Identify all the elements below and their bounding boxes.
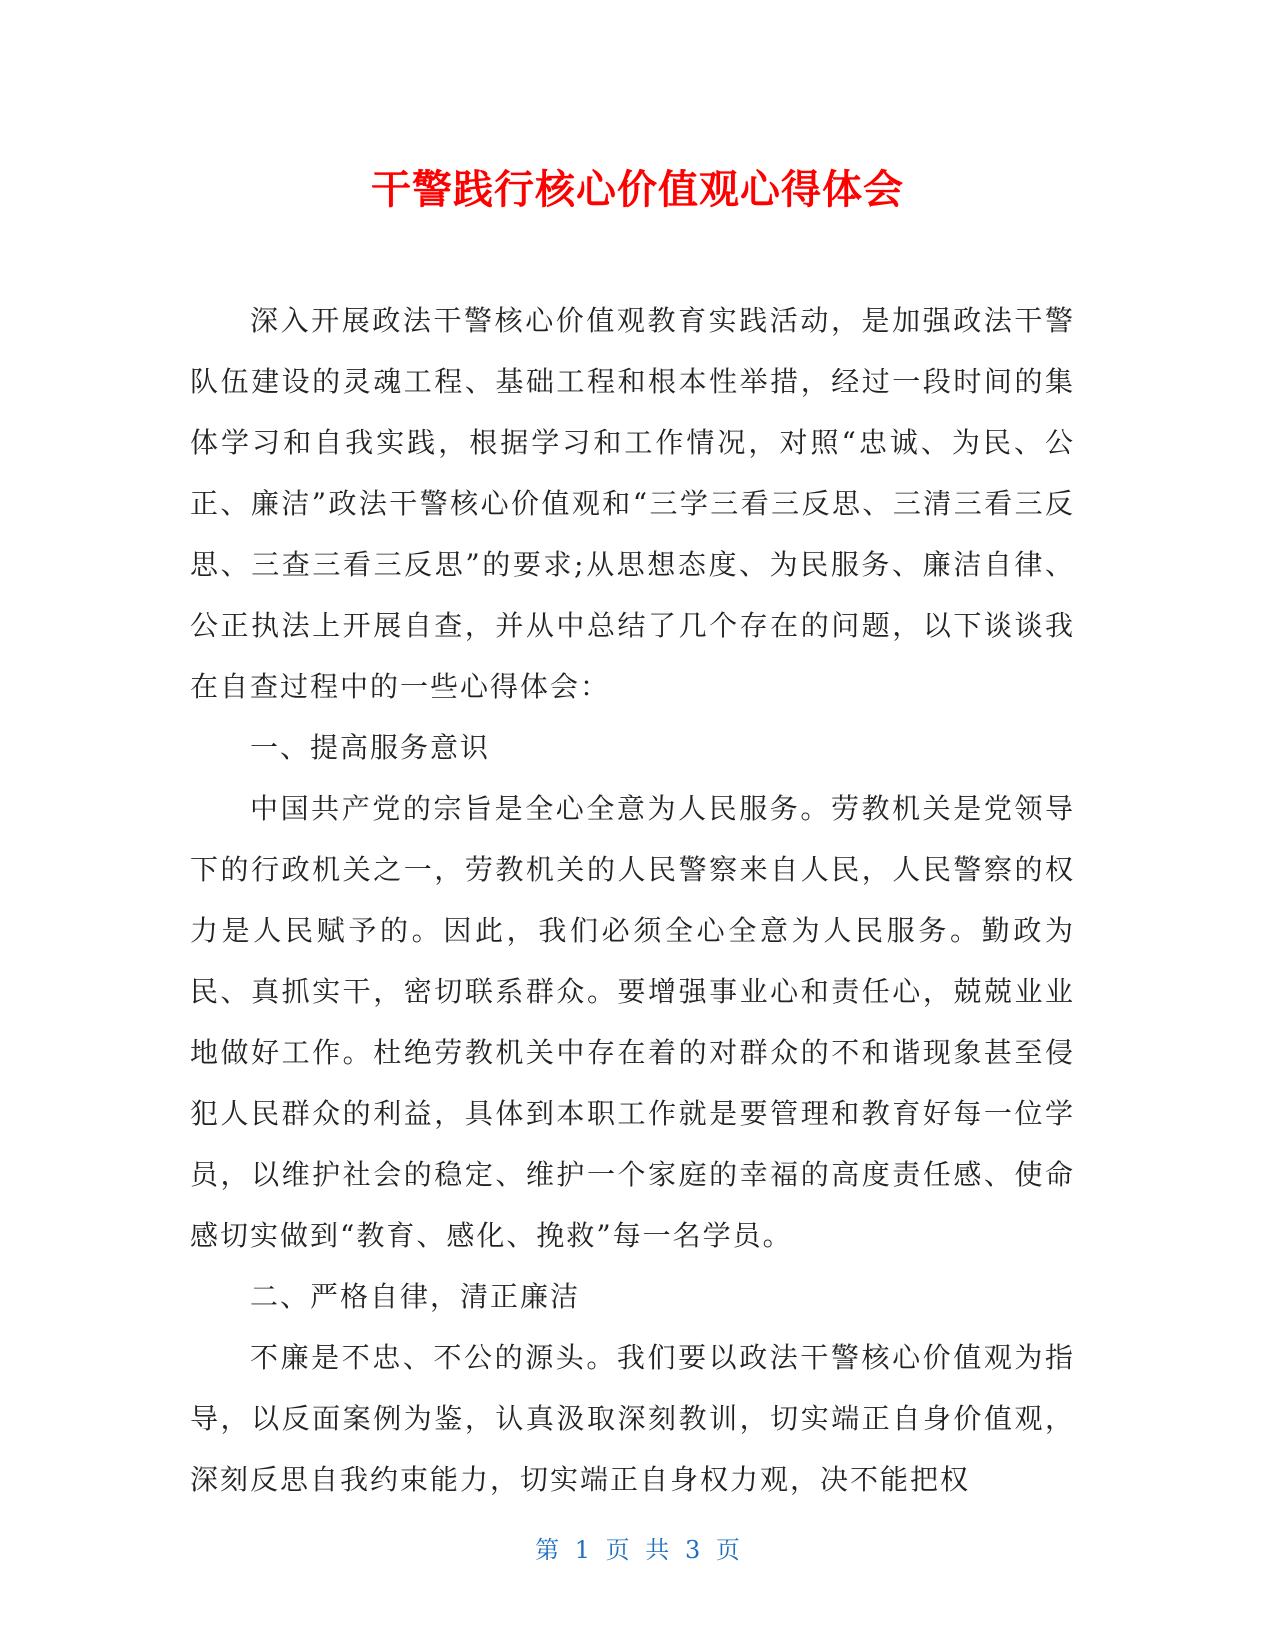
- document-body: [190, 290, 1075, 1510]
- document-title: 干警践行核心价值观心得体会: [371, 167, 904, 213]
- page-number-footer: 第 1 页 共 3 页: [535, 1536, 740, 1564]
- section-1-paragraph: 中国共产党的宗旨是全心全意为人民服务。劳教机关是党领导下的行政机关之一，劳教机关的人民警察来自人民，人民警察的权力是人民赋予的。因此，我们必须全心全意为人民服务。勤政为民、真抓实干，密切联系群众。要增强事业心和责任心，兢兢业业地做好工作。杜绝劳教机关中存在着的对群众的不和谐现象甚至侵犯人民群众的利益，具体到本职工作就是要管理和教育好每一位学员，以维护社会的稳定、维护一个家庭的幸福的高度责任感、使命感切实做到“教育、感化、挽救”每一名学员。: [190, 792, 1075, 1252]
- section-heading-1: 一、提高服务意识: [250, 731, 491, 764]
- section-heading-2: 二、严格自律，清正廉洁: [250, 1280, 581, 1313]
- intro-paragraph: 深入开展政法干警核心价值观教育实践活动，是加强政法干警队伍建设的灵魂工程、基础工程和根本性举措，经过一段时间的集体学习和自我实践，根据学习和工作情况，对照“忠诚、为民、公正、廉洁”政法干警核心价值观和“三学三看三反思、三清三看三反思、三查三看三反思”的要求;从思想态度、为民服务、廉洁自律、公正执法上开展自查，并从中总结了几个存在的问题，以下谈谈我在自查过程中的一些心得体会：: [190, 304, 1075, 703]
- section-2-paragraph: 不廉是不忠、不公的源头。我们要以政法干警核心价值观为指导，以反面案例为鉴，认真汲取深刻教训，切实端正自身价值观，深刻反思自我约束能力，切实端正自身权力观，决不能把权: [190, 1341, 1075, 1496]
